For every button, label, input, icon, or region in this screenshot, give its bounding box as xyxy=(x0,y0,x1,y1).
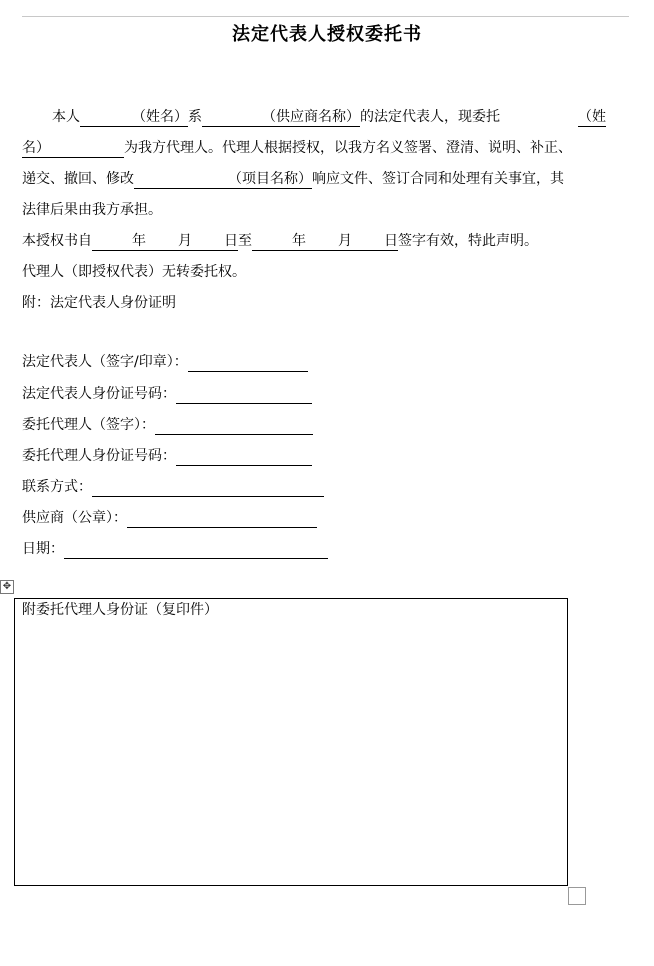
no-transfer-note: 代理人（即授权代表）无转委托权。 xyxy=(22,264,246,280)
attachment-note: 附：法定代表人身份证明 xyxy=(22,295,176,311)
validity-end-date[interactable]: 年 月 日 xyxy=(252,233,398,251)
legal-rep-id-label: 法定代表人身份证号码： xyxy=(22,386,176,402)
agent-id-row xyxy=(22,446,312,466)
validity-line: 本授权书自 年 月 日至 年 月 日签字有效，特此声明。 xyxy=(22,233,538,249)
contact-row xyxy=(22,477,324,497)
supplier-seal-row xyxy=(22,508,317,528)
date-field[interactable] xyxy=(64,542,328,559)
project-blank[interactable]: （项目名称） xyxy=(134,171,312,189)
validity-start-date[interactable]: 年 月 日 xyxy=(92,233,238,251)
para1-line1: 本人 （姓名）系 （供应商名称）的法定代表人，现委托 （姓 xyxy=(52,109,606,125)
supplier-seal-field[interactable] xyxy=(127,511,317,528)
legal-rep-id-field[interactable] xyxy=(176,387,312,404)
supplier-blank[interactable]: （供应商名称） xyxy=(202,109,360,127)
legal-rep-signature-label: 法定代表人（签字/印章）： xyxy=(22,354,188,370)
agent-id-label: 委托代理人身份证号码： xyxy=(22,448,176,464)
date-row xyxy=(22,539,328,559)
para1-line2: 名） 为我方代理人。代理人根据授权，以我方名义签署、澄清、说明、补正、 xyxy=(22,140,572,156)
id-box-label: 附委托代理人身份证（复印件） xyxy=(22,602,218,618)
agent-id-field[interactable] xyxy=(176,449,312,466)
header-rule xyxy=(22,16,629,17)
table-move-handle-icon[interactable]: ✥ xyxy=(0,580,14,594)
intro-text: 本人 xyxy=(52,109,80,125)
document-title: 法定代表人授权委托书 xyxy=(232,24,422,45)
name-blank[interactable]: （姓名） xyxy=(80,109,188,127)
para1-line4: 法律后果由我方承担。 xyxy=(22,202,162,218)
agent-signature-row xyxy=(22,415,313,435)
para1-line3: 递交、撤回、修改 （项目名称）响应文件、签订合同和处理有关事宜，其 xyxy=(22,171,564,187)
id-copy-box[interactable] xyxy=(14,598,568,886)
agent-signature-field[interactable] xyxy=(155,418,313,435)
contact-label: 联系方式： xyxy=(22,479,92,495)
supplier-seal-label: 供应商（公章）： xyxy=(22,510,127,526)
legal-rep-id-row xyxy=(22,384,312,404)
table-resize-handle-icon[interactable] xyxy=(568,887,586,905)
legal-rep-signature-row xyxy=(22,352,308,372)
agent-name-blank-end[interactable]: 名） xyxy=(22,140,124,158)
date-label: 日期： xyxy=(22,541,64,557)
agent-name-blank-start[interactable]: （姓 xyxy=(578,109,606,125)
contact-field[interactable] xyxy=(92,480,324,497)
agent-signature-label: 委托代理人（签字）： xyxy=(22,417,155,433)
legal-rep-signature-field[interactable] xyxy=(188,355,308,372)
